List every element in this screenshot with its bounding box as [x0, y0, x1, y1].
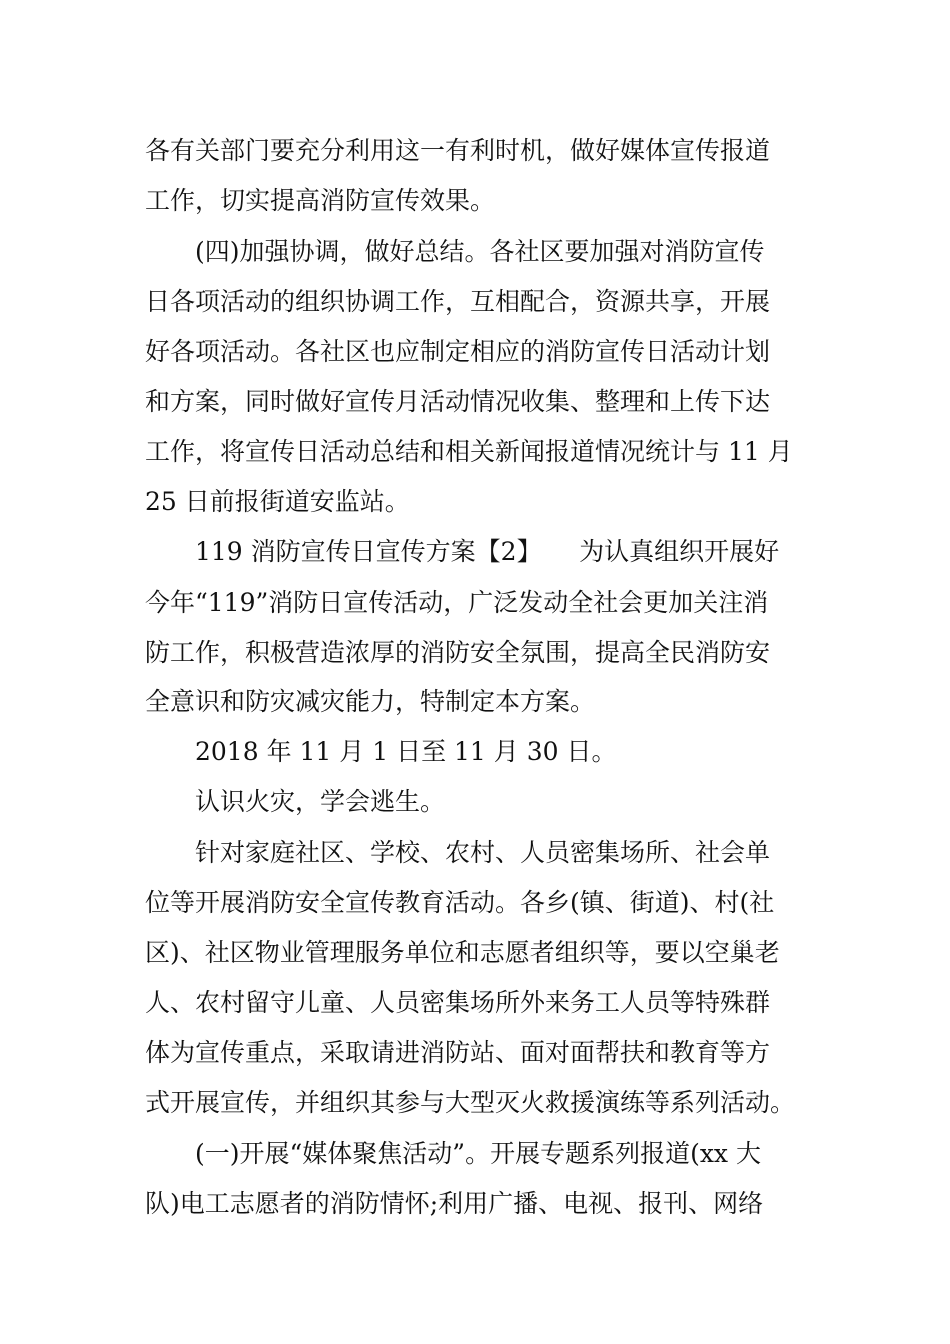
text-line: 体为宣传重点，采取请进消防站、面对面帮扶和教育等方: [145, 1038, 771, 1067]
paragraph-start-line: (四)加强协调，做好总结。各社区要加强对消防宣传: [195, 237, 765, 266]
text-line: 防工作，积极营造浓厚的消防安全氛围，提高全民消防安: [145, 638, 771, 667]
text-line: 人、农村留守儿童、人员密集场所外来务工人员等特殊群: [145, 988, 771, 1017]
text-line: 区)、社区物业管理服务单位和志愿者组织等，要以空巢老: [145, 938, 780, 967]
text-line: 好各项活动。各社区也应制定相应的消防宣传日活动计划: [145, 337, 771, 366]
text-line: 和方案，同时做好宣传月活动情况收集、整理和上传下达: [145, 387, 771, 416]
text-line: 今年“119”消防日宣传活动，广泛发动全社会更加关注消: [145, 588, 769, 617]
text-line: 工作，切实提高消防宣传效果。: [145, 186, 496, 215]
text-line: 队)电工志愿者的消防情怀;利用广播、电视、报刊、网络: [145, 1189, 764, 1218]
text-line: 工作，将宣传日活动总结和相关新闻报道情况统计与 11 月: [145, 437, 793, 466]
theme-line: 认识火灾，学会逃生。: [195, 787, 446, 816]
section-heading-line: 119 消防宣传日宣传方案【2】 为认真组织开展好: [195, 537, 780, 566]
paragraph-start-line: (一)开展“媒体聚焦活动”。开展专题系列报道(xx 大: [195, 1139, 761, 1168]
paragraph-start-line: 针对家庭社区、学校、农村、人员密集场所、社会单: [195, 838, 771, 867]
text-line: 全意识和防灾减灾能力，特制定本方案。: [145, 687, 596, 716]
text-line: 各有关部门要充分利用这一有利时机，做好媒体宣传报道: [145, 136, 771, 165]
date-line: 2018 年 11 月 1 日至 11 月 30 日。: [195, 737, 617, 766]
text-line: 式开展宣传，并组织其参与大型灭火救援演练等系列活动。: [145, 1088, 796, 1117]
text-line: 日各项活动的组织协调工作，互相配合，资源共享，开展: [145, 287, 771, 316]
text-line: 25 日前报街道安监站。: [145, 487, 410, 516]
text-line: 位等开展消防安全宣传教育活动。各乡(镇、街道)、村(社: [145, 888, 775, 917]
